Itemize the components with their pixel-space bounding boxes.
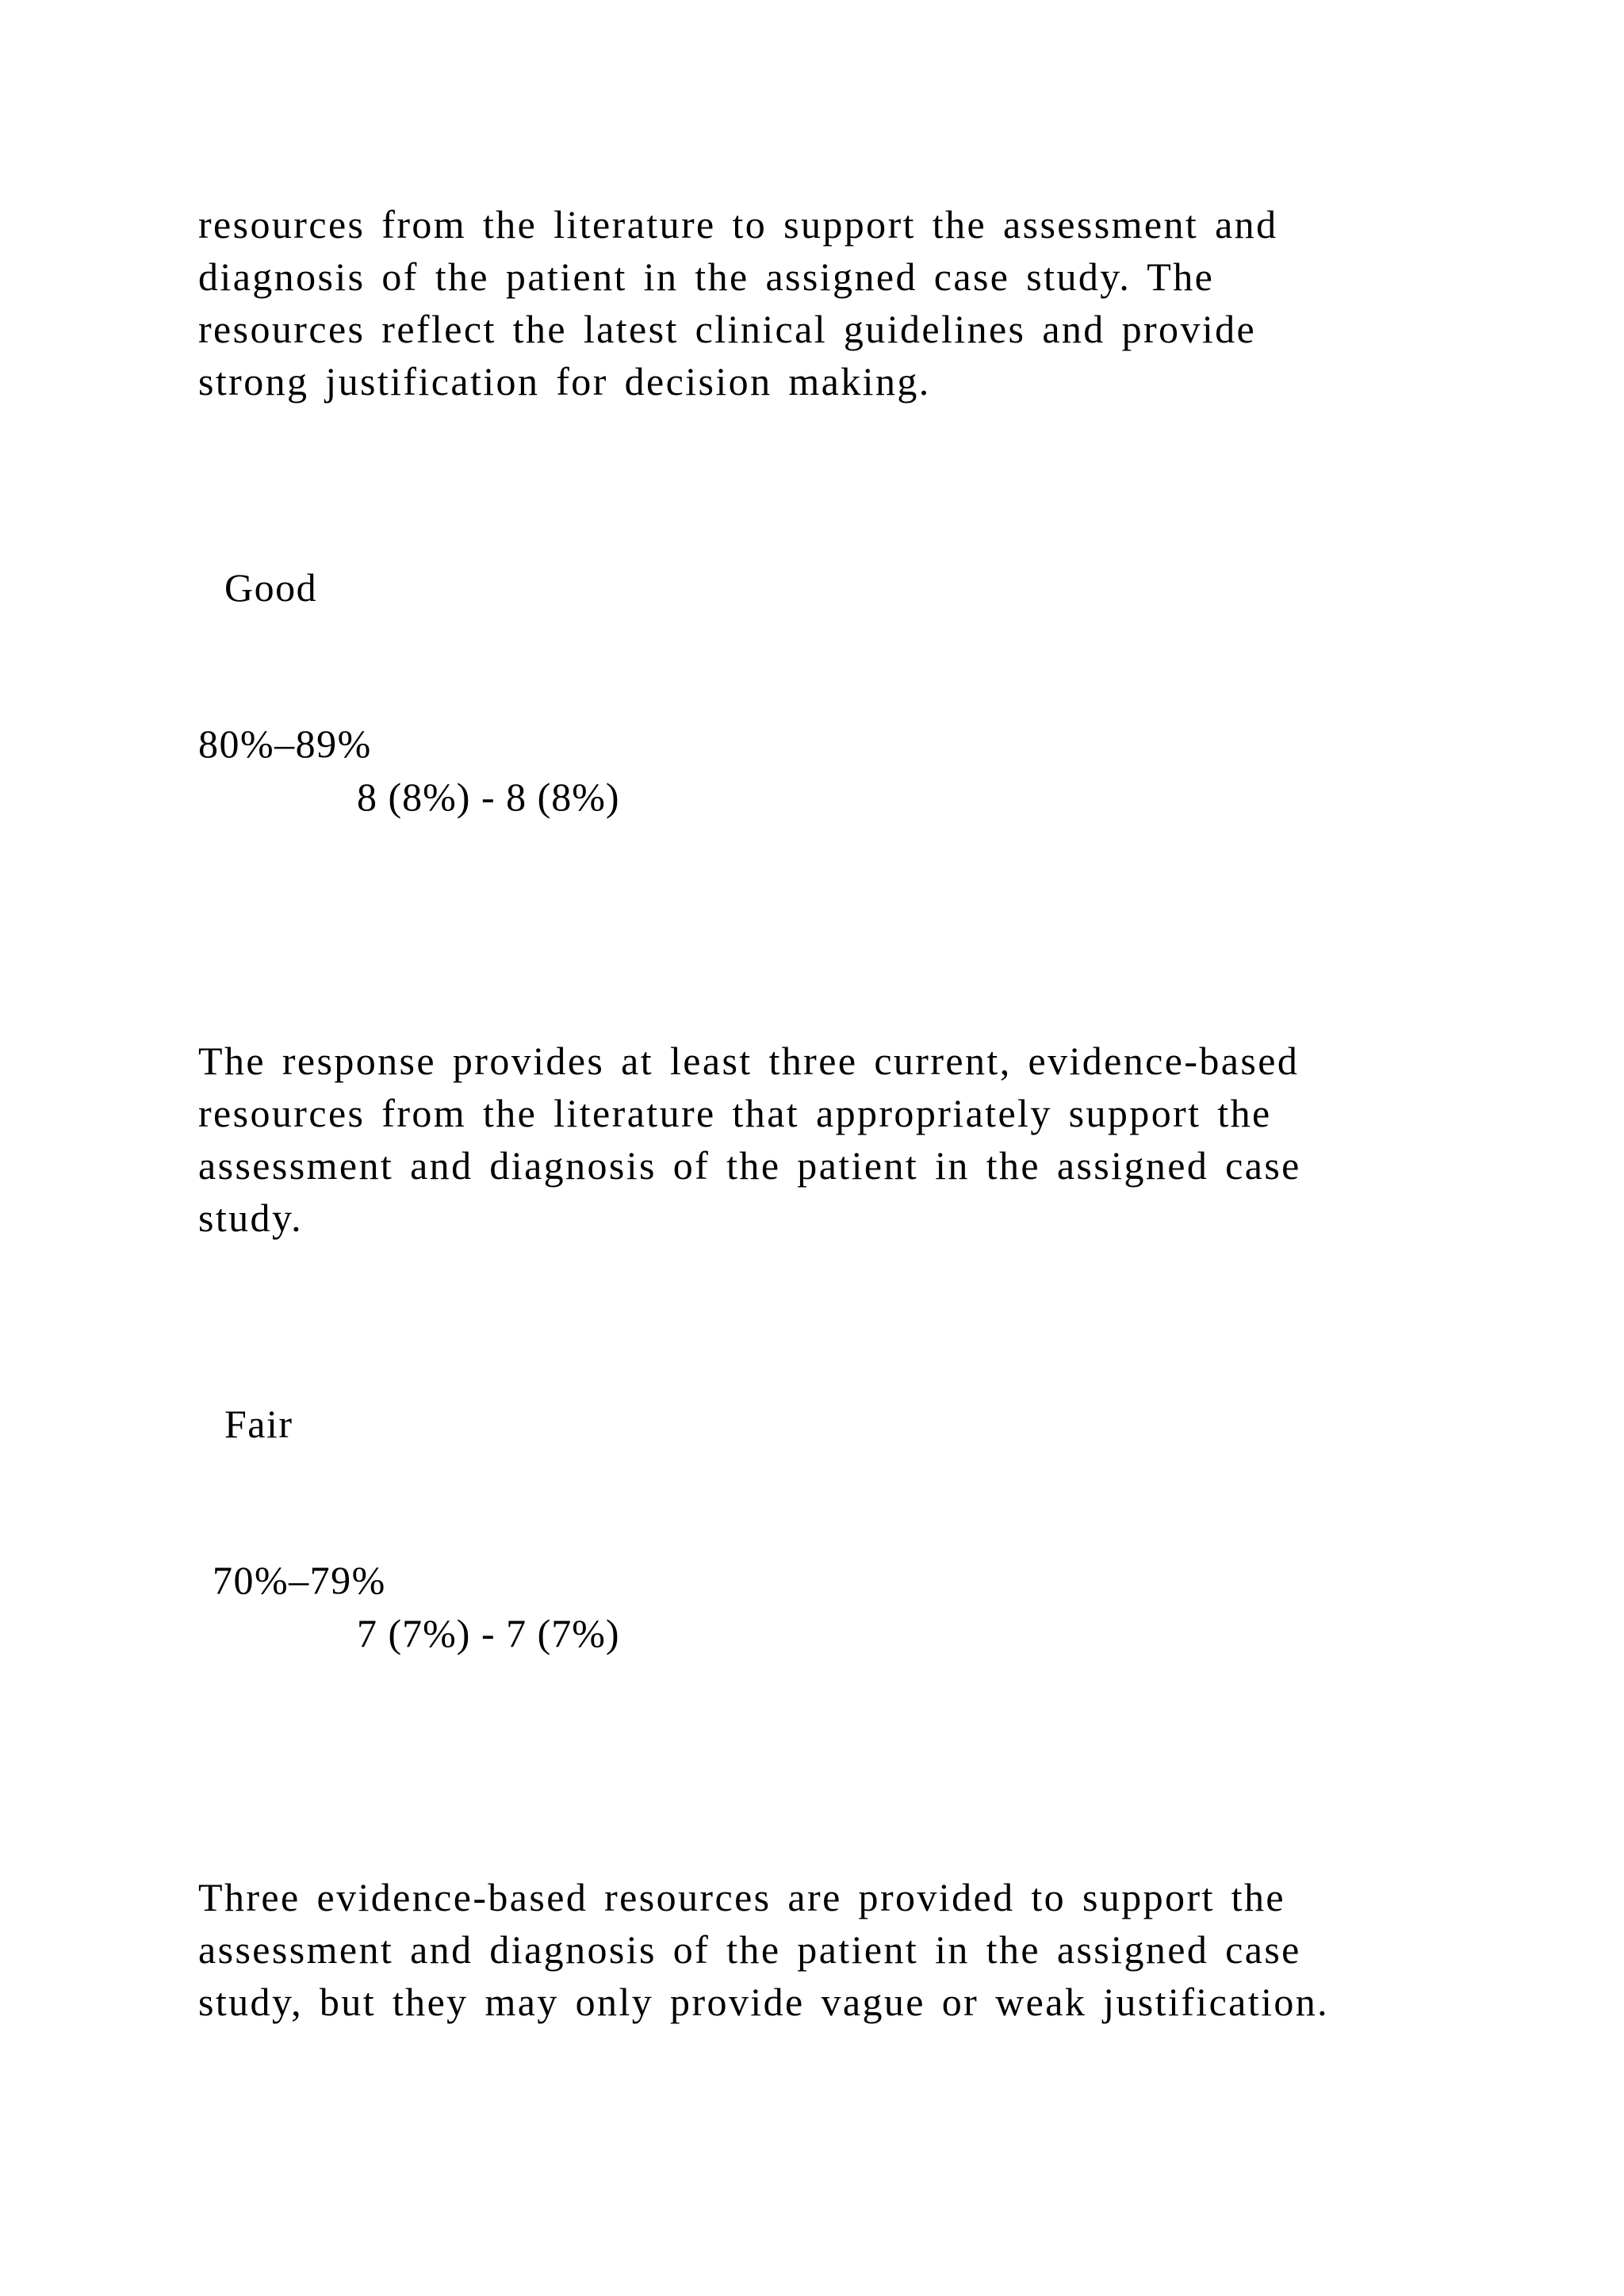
excellent-description-paragraph xyxy=(198,198,1435,408)
paragraph-line: Three evidence-based resources are provided to support the xyxy=(198,1875,1285,1919)
good-level-label: Good xyxy=(224,565,318,610)
paragraph-line: diagnosis of the patient in the assigned case study. The xyxy=(198,254,1215,299)
fair-points: 7 (7%) - 7 (7%) xyxy=(357,1611,620,1655)
paragraph-line: The response provides at least three current, evidence-based xyxy=(198,1039,1300,1083)
fair-level-label: Fair xyxy=(224,1402,293,1446)
paragraph-line: study, but they may only provide vague or weak justification. xyxy=(198,1980,1330,2024)
good-percent-range: 80%–89% xyxy=(198,721,372,766)
paragraph-line: resources reflect the latest clinical guidelines and provide xyxy=(198,307,1257,351)
paragraph-line: strong justification for decision making. xyxy=(198,359,931,404)
paragraph-line: resources from the literature to support the assessment and xyxy=(198,202,1278,247)
paragraph-line: resources from the literature that appropriately support the xyxy=(198,1091,1272,1135)
paragraph-line: study. xyxy=(198,1196,304,1240)
fair-percent-range: 70%–79% xyxy=(213,1558,386,1602)
good-description-paragraph xyxy=(198,1035,1435,1244)
paragraph-line: assessment and diagnosis of the patient in the assigned case xyxy=(198,1927,1301,1972)
paragraph-line: assessment and diagnosis of the patient in the assigned case xyxy=(198,1143,1301,1188)
fair-description-paragraph xyxy=(198,1871,1435,2028)
good-points: 8 (8%) - 8 (8%) xyxy=(357,775,620,819)
